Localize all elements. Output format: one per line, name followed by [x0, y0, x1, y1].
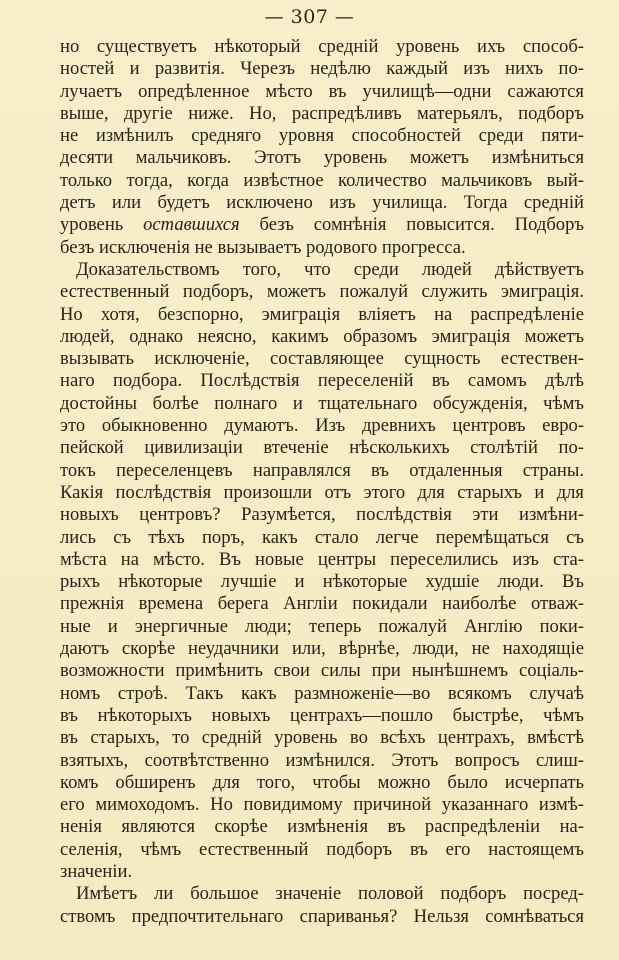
paragraph-3 [60, 883, 584, 928]
text-line-with-emphasis [60, 214, 584, 236]
text-line: ные и энергичные люди; теперь пожалуй Англiю поки- [60, 615, 584, 637]
text-line: рыхъ нѣкоторые лучшiе и нѣкоторые худшiе люди. Въ [60, 571, 584, 593]
text-line: новыхъ центровъ? Разумѣется, послѣдствiя эти измѣни- [60, 504, 584, 526]
text-line: ненiя являются скорѣе измѣненiя въ распредѣленiи на- [60, 816, 584, 838]
text-line: лучаетъ опредѣленное мѣсто въ училищѣ—одни сажаются [60, 80, 584, 102]
text-line: Доказательствомъ того, что среди людей дѣйствуетъ [76, 258, 584, 280]
paragraph-1 [60, 36, 584, 259]
line-segment: уровень [60, 214, 144, 236]
text-line: въ старыхъ, то среднiй уровень во всѣхъ центрахъ, вмѣстѣ [60, 727, 584, 749]
text-line: пейской цивилизацiи втеченiе нѣсколькихъ столѣтiй по- [60, 437, 584, 459]
text-line: не измѣнилъ средняго уровня способностей среди пяти- [60, 125, 584, 147]
text-line: лись съ тѣхъ поръ, какъ стало легче перемѣщаться съ [60, 526, 584, 548]
text-line: въ нѣкоторыхъ новыхъ центрахъ—пошло быстрѣе, чѣмъ [60, 704, 584, 726]
text-line: номъ строѣ. Такъ какъ размноженiе—во всякомъ случаѣ [60, 682, 584, 704]
text-line: ностей и развитiя. Черезъ недѣлю каждый изъ нихъ по- [60, 58, 584, 80]
page-body-text [60, 36, 584, 928]
text-line: Имѣетъ ли большое значенiе половой подборъ посред- [76, 883, 584, 905]
text-line: естественный подборъ, можетъ пожалуй служить эмиграцiя. [60, 281, 584, 303]
text-line: достойны болѣе полнаго и тщательнаго обсужденiя, чѣмъ [60, 392, 584, 414]
text-line: только тогда, когда извѣстное количество мальчиковъ вый- [60, 169, 584, 191]
text-line: безъ исключенiя не вызываетъ родового прогресса. [60, 236, 466, 258]
text-line: даютъ скорѣе неудачники или, вѣрнѣе, люди, не находящiе [60, 638, 584, 660]
text-line: но существуетъ нѣкоторый среднiй уровень ихъ способ- [60, 36, 584, 57]
text-line: значенiи. [60, 860, 133, 882]
text-line: ствомъ предпочтительнаго спариванья? Нельзя сомнѣваться [60, 905, 584, 927]
text-line: наго подбора. Послѣдствiя переселенiй въ самомъ дѣлѣ [60, 370, 584, 392]
text-line: Какiя послѣдствiя произошли отъ этого для старыхъ и для [60, 481, 584, 503]
text-line: детъ или будетъ исключено изъ училища. Тогда среднiй [60, 192, 584, 214]
text-line: мѣста на мѣсто. Въ новые центры переселились изъ ста- [60, 548, 584, 570]
text-line: выше, другiе ниже. Но, распредѣливъ матерьялъ, подборъ [60, 102, 584, 124]
text-line: вызывать исключенiе, составляющее сущность естествен- [60, 348, 584, 370]
page-number: — 307 — [264, 6, 355, 28]
line-segment: безъ сомнѣнiя повысится. Подборъ [239, 214, 584, 236]
text-line: токъ переселенцевъ направлялся въ отдаленныя страны. [60, 459, 584, 481]
text-line: взятыхъ, соотвѣтственно измѣнился. Этотъ вопросъ слиш- [60, 749, 584, 771]
text-line: людей, однако неясно, какимъ образомъ эмиграцiя можетъ [60, 325, 584, 347]
text-line: прежнiя времена берега Англiи покидали наиболѣе отваж- [60, 593, 584, 615]
text-line: его мимоходомъ. Но повидимому причиной указаннаго измѣ- [60, 794, 584, 816]
text-line: возможности примѣнить свои силы при нынѣшнемъ соцiаль- [60, 660, 584, 682]
text-line: комъ обширенъ для того, чтобы можно было исчерпать [60, 771, 584, 793]
text-line: Но хотя, безспорно, эмиграцiя влiяетъ на распредѣленiе [60, 303, 584, 325]
paragraph-2 [60, 259, 584, 883]
text-line: это обыкновенно думаютъ. Изъ древнихъ центровъ евро- [60, 415, 584, 437]
text-line: селенiя, чѣмъ естественный подборъ въ его настоящемъ [60, 838, 584, 860]
text-line: десяти мальчиковъ. Этотъ уровень можетъ измѣниться [60, 147, 584, 169]
emphasized-word: оставшихся [143, 214, 240, 236]
